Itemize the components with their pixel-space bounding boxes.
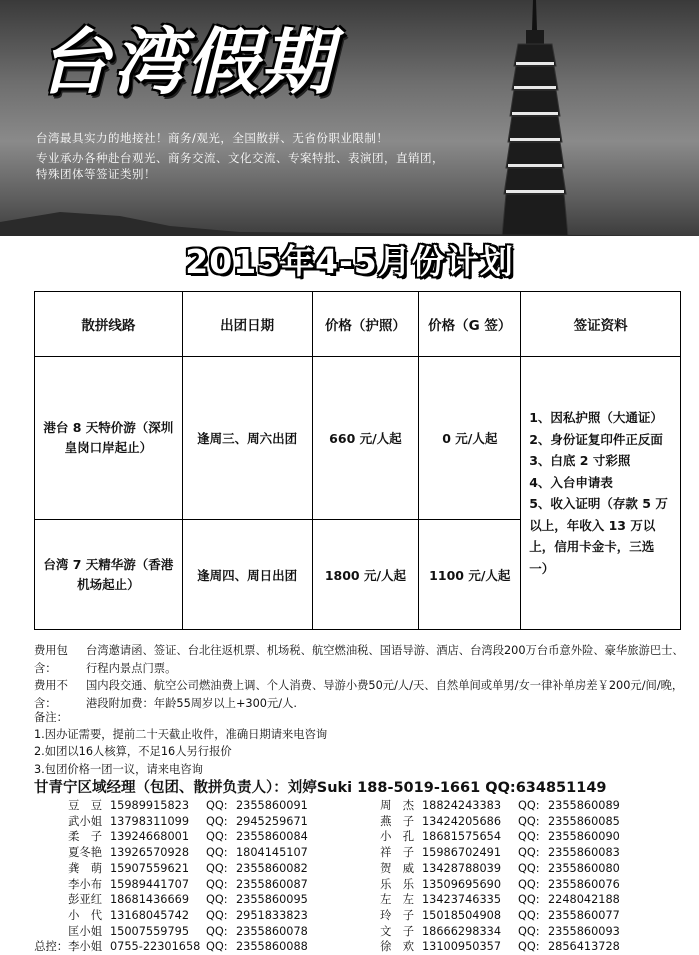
staff-phone: 13424205686: [422, 814, 502, 828]
staff-name: 豆 豆: [68, 799, 102, 812]
staff-qq-label: QQ:: [518, 861, 540, 875]
visa-requirements-cell: [521, 357, 681, 630]
staff-phone: 13926570928: [110, 846, 190, 860]
plan-title: 2015年4-5月份计划: [185, 242, 514, 281]
staff-row: [34, 845, 320, 861]
hero-tagline: 台湾最具实力的地接社！商务/观光，全国散拼、无省份职业限制！: [36, 131, 389, 145]
staff-qq-label: QQ:: [518, 814, 540, 828]
mountain-silhouette: [0, 200, 699, 236]
notes-section: [34, 709, 327, 778]
staff-row: [34, 861, 320, 877]
staff-qq: 2355860087: [236, 877, 308, 891]
staff-list-left: [34, 798, 320, 955]
staff-phone: 18824243383: [422, 799, 502, 812]
staff-row: [34, 908, 320, 924]
staff-row: [346, 798, 632, 814]
staff-name: 燕 子: [380, 814, 414, 828]
staff-row: [34, 924, 320, 940]
staff-qq-label: QQ:: [206, 830, 228, 844]
staff-qq: 2355860082: [236, 861, 308, 875]
staff-name: 徐 欢: [380, 940, 414, 954]
staff-phone: 13100950357: [422, 940, 502, 954]
staff-qq: 1804145107: [236, 846, 308, 860]
fees-section: [34, 642, 684, 712]
staff-qq-label: QQ:: [518, 908, 540, 922]
staff-qq-label: QQ:: [206, 861, 228, 875]
route-cell: 港台 8 天特价游（深圳皇岗口岸起止）: [35, 357, 183, 520]
staff-name: 总控：李小姐: [34, 940, 102, 954]
staff-name: 柔 子: [68, 830, 102, 844]
fees-include-label: 费用包含：: [34, 644, 68, 675]
staff-row: [346, 845, 632, 861]
date-cell: 逢周三、周六出团: [182, 357, 312, 520]
staff-name: 左 左: [380, 893, 414, 907]
fees-include-text: 台湾邀请函、签证、台北往返机票、机场税、航空燃油税、国语导游、酒店、台湾段200万台币意外险、豪华旅游巴士、行程内景点门票。: [86, 644, 684, 675]
staff-phone: 15907559621: [110, 861, 190, 875]
staff-qq-label: QQ:: [518, 799, 540, 812]
staff-row: [34, 877, 320, 893]
header-visa: 签证资料: [521, 292, 681, 357]
staff-qq: 2355860093: [548, 924, 620, 938]
staff-phone: 18681436669: [110, 893, 190, 907]
staff-name: 乐 乐: [380, 877, 414, 891]
staff-name: 贺 威: [380, 861, 414, 875]
staff-phone: 18681575654: [422, 830, 502, 844]
staff-qq: 2355860088: [236, 940, 308, 954]
hero-banner: [0, 0, 699, 236]
staff-qq: 2355860083: [548, 846, 620, 860]
staff-row: [346, 924, 632, 940]
price-passport-cell: 660 元/人起: [312, 357, 419, 520]
staff-qq: 2355860084: [236, 830, 308, 844]
price-passport-cell: 1800 元/人起: [312, 520, 419, 630]
staff-phone: 13509695690: [422, 877, 502, 891]
staff-qq: 2355860090: [548, 830, 620, 844]
staff-list-right: [346, 798, 632, 955]
staff-row: [34, 892, 320, 908]
header-price-passport: 价格（护照）: [312, 292, 419, 357]
staff-qq: 2248042188: [548, 893, 620, 907]
staff-name: 李小布: [68, 877, 102, 891]
staff-name: 武小姐: [68, 814, 102, 828]
staff-name: 匡小姐: [68, 924, 102, 938]
staff-qq-label: QQ:: [518, 940, 540, 954]
staff-qq: 2355860080: [548, 861, 620, 875]
staff-qq: 2355860089: [548, 799, 620, 812]
staff-name: 小 代: [68, 908, 102, 922]
staff-phone: 13924668001: [110, 830, 190, 844]
staff-qq: 2355860085: [548, 814, 620, 828]
fees-exclude: [34, 677, 684, 712]
note-item: 3.包团价格一团一议，请来电咨询: [34, 762, 203, 776]
staff-phone: 15989441707: [110, 877, 190, 891]
staff-name: 龚 萌: [68, 861, 102, 875]
staff-phone: 18666298334: [422, 924, 502, 938]
staff-qq-label: QQ:: [206, 924, 228, 938]
staff-qq-label: QQ:: [206, 846, 228, 860]
staff-qq: 2355860078: [236, 924, 308, 938]
staff-name: 夏冬艳: [68, 846, 102, 860]
price-g-cell: 1100 元/人起: [419, 520, 521, 630]
staff-qq-label: QQ:: [206, 799, 228, 812]
staff-phone: 13168045742: [110, 908, 190, 922]
staff-phone: 15018504908: [422, 908, 502, 922]
fees-exclude-label: 费用不含：: [34, 679, 68, 710]
staff-qq-label: QQ:: [206, 893, 228, 907]
staff-row: [34, 829, 320, 845]
table-row: [35, 357, 681, 520]
staff-row: [34, 814, 320, 830]
staff-qq-label: QQ:: [518, 830, 540, 844]
staff-qq: 2856413728: [548, 940, 620, 954]
header-price-g: 价格（G 签）: [419, 292, 521, 357]
date-cell: 逢周四、周日出团: [182, 520, 312, 630]
staff-qq-label: QQ:: [518, 877, 540, 891]
staff-qq-label: QQ:: [518, 893, 540, 907]
staff-qq: 2355860091: [236, 799, 308, 812]
staff-name: 周 杰: [380, 799, 414, 812]
staff-qq-label: QQ:: [206, 814, 228, 828]
staff-row: [346, 814, 632, 830]
table-header-row: [35, 292, 681, 357]
staff-qq-label: QQ:: [206, 908, 228, 922]
staff-phone: 13428788039: [422, 861, 502, 875]
visa-item: 5、收入证明（存款 5 万以上，年收入 13 万以上，信用卡金卡，三选一）: [529, 496, 668, 576]
header-date: 出团日期: [182, 292, 312, 357]
staff-qq-label: QQ:: [206, 877, 228, 891]
staff-qq: 2945259671: [236, 814, 308, 828]
staff-qq-label: QQ:: [518, 924, 540, 938]
staff-qq: 2355860076: [548, 877, 620, 891]
staff-phone: 15007559795: [110, 924, 190, 938]
visa-item: 3、白底 2 寸彩照: [529, 453, 631, 468]
hero-title: 台湾假期: [38, 20, 335, 104]
note-item: 2.如团以16人核算，不足16人另行报价: [34, 745, 232, 759]
fees-exclude-text: 国内段交通、航空公司燃油费上调、个人消费、导游小费50元/人/天、自然单间或单男/女一律补单房差￥200元/间/晚，港段附加费：年龄55周岁以上+300元/人.: [86, 679, 684, 710]
regional-manager-contact: 甘青宁区域经理（包团、散拼负责人）：刘婷Suki 188-5019-1661 QQ:634851149: [34, 780, 607, 796]
route-cell: 台湾 7 天精华游（香港机场起止）: [35, 520, 183, 630]
staff-name: 祥 子: [380, 846, 414, 860]
header-route: 散拼线路: [35, 292, 183, 357]
visa-item: 1、因私护照（大通证）: [529, 410, 663, 425]
staff-row: [34, 798, 320, 814]
hero-description-1: 专业承办各种赴台观光、商务交流、文化交流、专案特批、表演团，直销团，: [36, 151, 444, 165]
staff-row: [346, 861, 632, 877]
staff-row: [346, 939, 632, 955]
note-item: 1.因办证需要，提前二十天截止收件，准确日期请来电咨询: [34, 728, 328, 742]
visa-item: 4、入台申请表: [529, 474, 613, 490]
staff-phone: 15986702491: [422, 846, 502, 860]
staff-phone: 0755-22301658: [110, 940, 201, 954]
staff-name: 文 子: [380, 924, 414, 938]
staff-name: 玲 子: [380, 908, 414, 922]
staff-row: [346, 829, 632, 845]
staff-row: [346, 877, 632, 893]
staff-phone: 15989915823: [110, 799, 190, 812]
staff-phone: 13423746335: [422, 893, 502, 907]
staff-name: 彭亚红: [68, 893, 102, 907]
staff-qq: 2355860095: [236, 893, 308, 907]
staff-row: [346, 892, 632, 908]
staff-name: 小 孔: [380, 830, 414, 844]
staff-row: [346, 908, 632, 924]
staff-qq-label: QQ:: [518, 846, 540, 860]
fees-include: [34, 642, 684, 677]
staff-row: [34, 939, 320, 955]
price-g-cell: 0 元/人起: [419, 357, 521, 520]
staff-phone: 13798311099: [110, 814, 190, 828]
visa-item: 2、身份证复印件正反面: [529, 431, 663, 447]
tour-plan-table: [34, 291, 681, 630]
staff-qq: 2951833823: [236, 908, 308, 922]
staff-qq-label: QQ:: [206, 940, 228, 954]
hero-description-2: 特殊团体等签证类别！: [36, 167, 156, 181]
notes-title: 备注：: [34, 711, 68, 724]
staff-qq: 2355860077: [548, 908, 620, 922]
